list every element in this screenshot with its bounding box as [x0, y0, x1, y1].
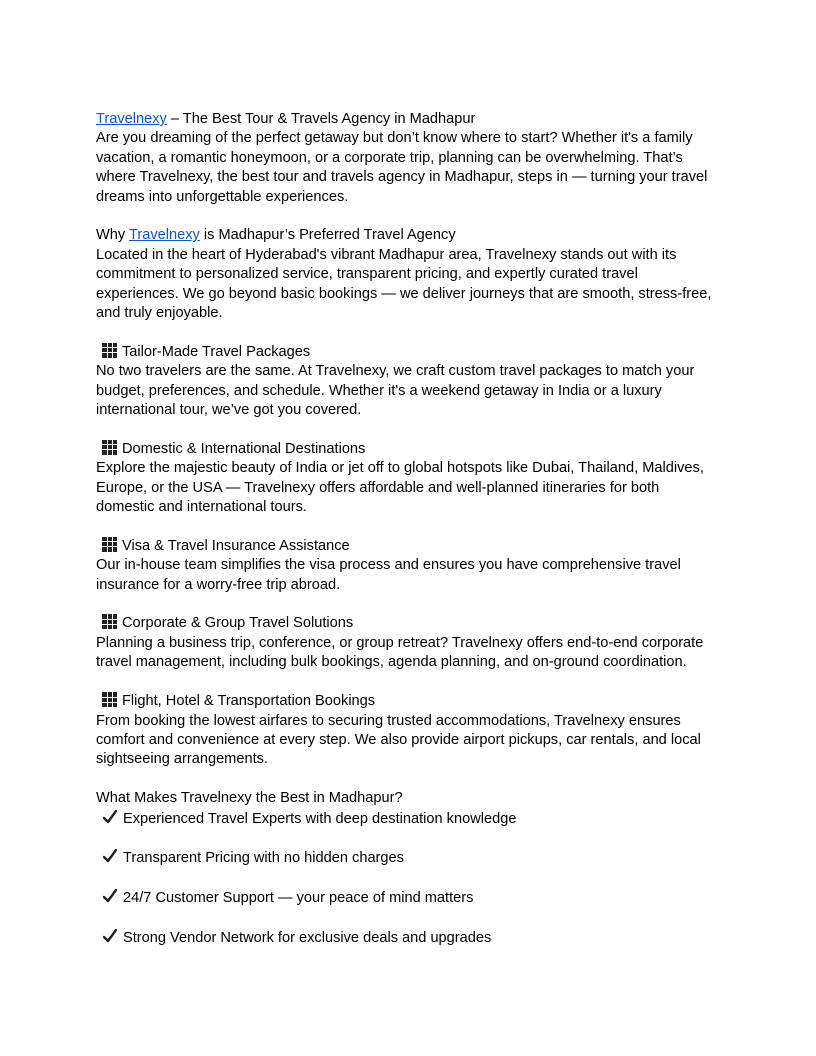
- checkmark-icon: [102, 888, 118, 904]
- why-heading: [96, 226, 720, 245]
- why-paragraph: [96, 226, 720, 323]
- section-body: Planning a business trip, conference, or group retreat? Travelnexy offers end-to-end corporate travel management, including bulk bookings, agenda planning, and on-ground coordination.: [96, 634, 704, 671]
- section-heading: [96, 614, 720, 633]
- grid-icon: [102, 692, 117, 707]
- section-body: No two travelers are the same. At Travelnexy, we craft custom travel packages to match your budget, preferences, and schedule. Whether it's a weekend getaway in India or a luxury international tour, we’ve got you covered.: [96, 363, 695, 419]
- section-heading: [96, 343, 720, 362]
- check-item-text: Experienced Travel Experts with deep destination knowledge: [123, 810, 517, 827]
- travelnexy-link[interactable]: Travelnexy: [96, 111, 167, 127]
- section-body: From booking the lowest airfares to securing trusted accommodations, Travelnexy ensures comfort and convenience at every step. We also provide airport pickups, car rentals, and local sightseeing arrangements.: [96, 712, 701, 768]
- intro-body: Are you dreaming of the perfect getaway but don’t know where to start? Whether it's a family vacation, a romantic honeymoon, or a corporate trip, planning can be overwhelming. That’s where Travelnexy, the best tour and travels agency in Madhapur, steps in — turning your travel dreams into unforgettable experiences.: [96, 130, 708, 205]
- why-heading-prefix: Why: [96, 227, 129, 244]
- grid-icon: [102, 343, 117, 358]
- section-body: Explore the majestic beauty of India or jet off to global hotspots like Dubai, Thailand, Maldives, Europe, or the USA — Travelnexy offers affordable and well-planned itineraries for both domestic and international tours.: [96, 460, 704, 516]
- section-heading: [96, 537, 720, 556]
- best-heading: What Makes Travelnexy the Best in Madhapur?: [96, 790, 403, 807]
- section-body: Our in-house team simplifies the visa process and ensures you have comprehensive travel insurance for a worry-free trip abroad.: [96, 557, 681, 593]
- section-heading-text: Tailor-Made Travel Packages: [122, 343, 311, 360]
- section-bookings: [96, 692, 720, 770]
- section-corporate: [96, 614, 720, 672]
- grid-icon: [102, 614, 117, 629]
- section-tailor-made: [96, 343, 720, 421]
- document-page: [96, 110, 720, 968]
- intro-title: [96, 110, 720, 129]
- check-item-text: Transparent Pricing with no hidden charges: [123, 850, 404, 867]
- section-heading-text: Visa & Travel Insurance Assistance: [122, 537, 350, 554]
- section-heading: [96, 692, 720, 711]
- grid-icon: [102, 440, 117, 455]
- section-heading-text: Corporate & Group Travel Solutions: [122, 615, 354, 632]
- intro-title-text: – The Best Tour & Travels Agency in Madhapur: [166, 111, 476, 127]
- section-heading: [96, 440, 720, 459]
- check-list-item: [96, 809, 720, 829]
- checkmark-icon: [102, 809, 118, 825]
- checkmark-icon: [102, 848, 118, 864]
- best-section: [96, 789, 720, 948]
- check-list-item: [96, 888, 720, 908]
- why-heading-suffix: is Madhapur’s Preferred Travel Agency: [199, 227, 456, 244]
- section-heading-text: Flight, Hotel & Transportation Bookings: [122, 693, 376, 710]
- check-item-text: Strong Vendor Network for exclusive deals and upgrades: [123, 929, 492, 946]
- section-visa: [96, 537, 720, 595]
- intro-paragraph: [96, 110, 720, 207]
- checkmark-icon: [102, 928, 118, 944]
- grid-icon: [102, 537, 117, 552]
- check-list-item: [96, 928, 720, 948]
- check-item-text: 24/7 Customer Support — your peace of mind matters: [123, 890, 474, 907]
- check-list-item: [96, 848, 720, 868]
- section-heading-text: Domestic & International Destinations: [122, 440, 366, 457]
- section-destinations: [96, 440, 720, 518]
- travelnexy-link[interactable]: Travelnexy: [128, 227, 200, 244]
- why-body: Located in the heart of Hyderabad's vibrant Madhapur area, Travelnexy stands out with its commitment to personalized service, transparent pricing, and expertly curated travel experiences. We go beyond basic bookings — we deliver journeys that are smooth, stress-free, and truly enjoyable.: [96, 246, 712, 322]
